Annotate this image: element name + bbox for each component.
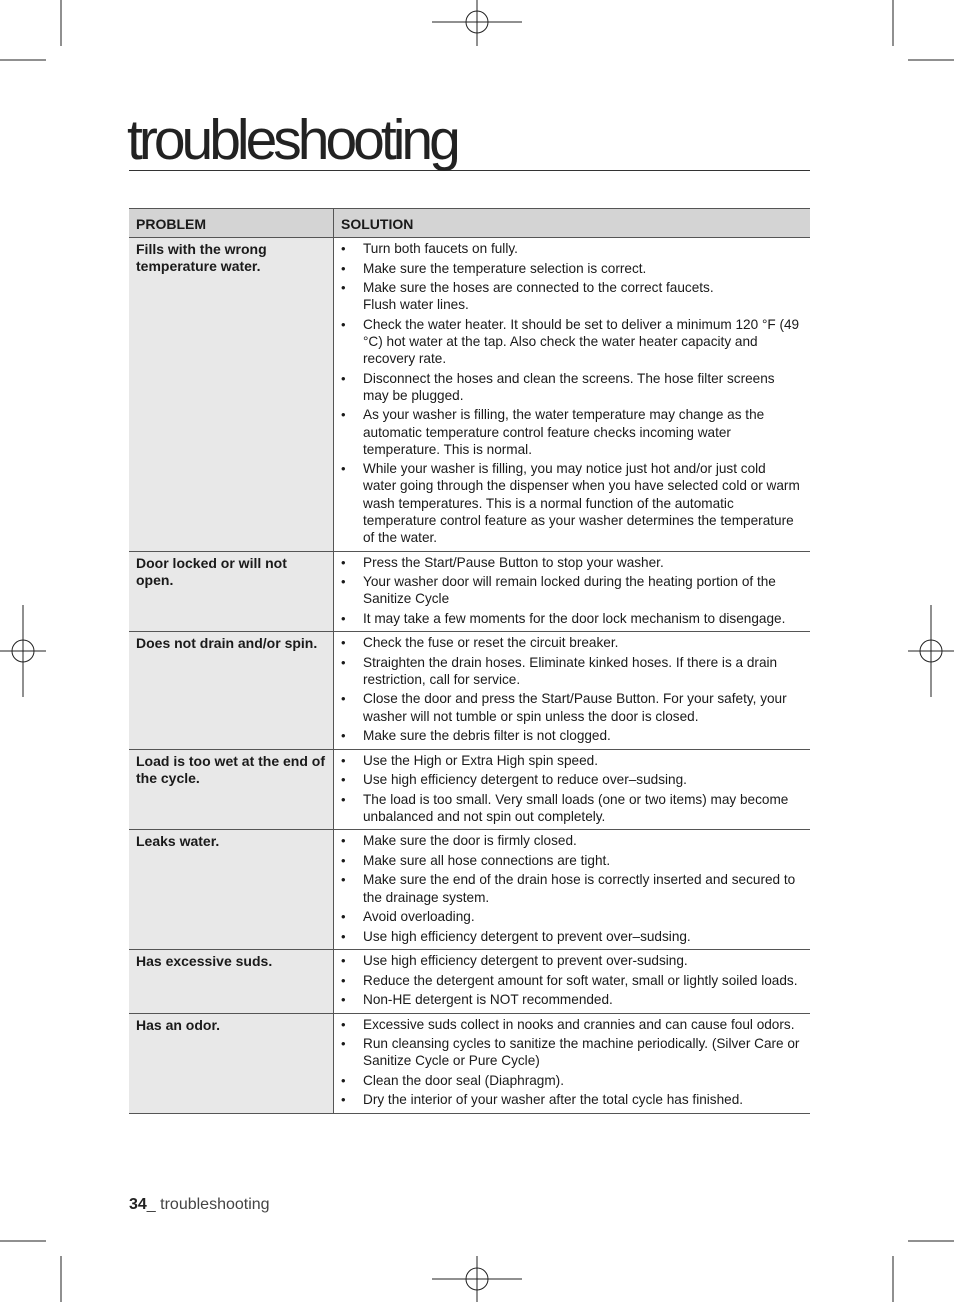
solution-cell — [334, 950, 811, 1014]
table-row — [129, 238, 810, 552]
problem-cell: Has an odor. — [129, 1013, 334, 1113]
solution-item: • Use high efficiency detergent to reduce over–sudsing. — [341, 771, 802, 788]
solution-list — [341, 1016, 802, 1109]
solution-list — [341, 952, 802, 1008]
problem-cell: Fills with the wrong temperature water. — [129, 238, 334, 552]
solution-item: • Disconnect the hoses and clean the screens. The hose filter screens may be plugged. — [341, 370, 802, 404]
solution-item: • Use high efficiency detergent to prevent over–sudsing. — [341, 928, 802, 945]
problem-cell: Does not drain and/or spin. — [129, 632, 334, 749]
solution-cell — [334, 632, 811, 749]
solution-item: • Dry the interior of your washer after the total cycle has finished. — [341, 1091, 802, 1108]
page-number: 34 — [129, 1196, 147, 1213]
registration-mark-bottom — [432, 1256, 522, 1302]
solution-item: • Clean the door seal (Diaphragm). — [341, 1072, 802, 1089]
solution-item: • Your washer door will remain locked during the heating portion of the Sanitize Cycle — [341, 573, 802, 607]
solution-cell — [334, 830, 811, 950]
page-footer — [129, 1196, 270, 1214]
solution-item: • Reduce the detergent amount for soft water, small or lightly soiled loads. — [341, 972, 802, 989]
solution-item: • Make sure the debris filter is not clogged. — [341, 727, 802, 744]
solution-item: • Avoid overloading. — [341, 908, 802, 925]
table-body — [129, 238, 810, 1114]
table-header-row — [129, 209, 810, 238]
problem-cell: Leaks water. — [129, 830, 334, 950]
table-row — [129, 1013, 810, 1113]
solution-item: • The load is too small. Very small loads (one or two items) may become unbalanced and not spin out completely. — [341, 791, 802, 825]
solution-list — [341, 832, 802, 944]
solution-item: • Make sure the end of the drain hose is correctly inserted and secured to the drainage system. — [341, 871, 802, 905]
solution-item: • Run cleansing cycles to sanitize the machine periodically. (Silver Care or Sanitize Cycle or Pure Cycle) — [341, 1035, 802, 1069]
solution-item: • Use high efficiency detergent to prevent over-sudsing. — [341, 952, 802, 969]
solution-cell — [334, 551, 811, 632]
problem-cell: Door locked or will not open. — [129, 551, 334, 632]
solution-list — [341, 752, 802, 825]
table-row — [129, 830, 810, 950]
page-title: troubleshooting — [127, 108, 457, 172]
footer-section-label: _ troubleshooting — [146, 1196, 270, 1213]
solution-item: • Close the door and press the Start/Pause Button. For your safety, your washer will not tumble or spin unless the door is closed. — [341, 690, 802, 724]
solution-list — [341, 554, 802, 627]
solution-list — [341, 634, 802, 744]
solution-column-header: SOLUTION — [334, 209, 811, 238]
problem-column-header: PROBLEM — [129, 209, 334, 238]
solution-item: • Check the water heater. It should be set to deliver a minimum 120 °F (49 °C) hot water at the tap. Also check the water heater capacity and recovery rate. — [341, 316, 802, 368]
registration-mark-top — [432, 0, 522, 46]
solution-item: • Make sure the temperature selection is correct. — [341, 260, 802, 277]
solution-item: • While your washer is filling, you may notice just hot and/or just cold water going through the dispenser when you have selected cold or warm wash temperatures. This is a normal function of the automatic temperature control feature as your washer determines the temperature of the water. — [341, 460, 802, 546]
table-row — [129, 749, 810, 830]
solution-item: • Make sure the door is firmly closed. — [341, 832, 802, 849]
table-row — [129, 551, 810, 632]
solution-item: • Use the High or Extra High spin speed. — [341, 752, 802, 769]
problem-cell: Load is too wet at the end of the cycle. — [129, 749, 334, 830]
solution-item: • Excessive suds collect in nooks and crannies and can cause foul odors. — [341, 1016, 802, 1033]
registration-mark-right — [908, 605, 954, 697]
registration-mark-left — [0, 605, 46, 697]
solution-item: • It may take a few moments for the door lock mechanism to disengage. — [341, 610, 802, 627]
solution-item: • Check the fuse or reset the circuit breaker. — [341, 634, 802, 651]
table-row — [129, 632, 810, 749]
page-header — [127, 108, 810, 172]
solution-cell — [334, 749, 811, 830]
troubleshooting-table — [129, 208, 810, 1114]
solution-item: • Non-HE detergent is NOT recommended. — [341, 991, 802, 1008]
solution-cell — [334, 1013, 811, 1113]
solution-item: • Turn both faucets on fully. — [341, 240, 802, 257]
table-row — [129, 950, 810, 1014]
solution-list — [341, 240, 802, 546]
solution-item: • Make sure all hose connections are tight. — [341, 852, 802, 869]
problem-cell: Has excessive suds. — [129, 950, 334, 1014]
solution-item: • Straighten the drain hoses. Eliminate kinked hoses. If there is a drain restriction, call for service. — [341, 654, 802, 688]
solution-item: • Press the Start/Pause Button to stop your washer. — [341, 554, 802, 571]
solution-cell — [334, 238, 811, 552]
solution-item: • As your washer is filling, the water temperature may change as the automatic temperature control feature checks incoming water temperature. This is normal. — [341, 406, 802, 458]
solution-item: • Make sure the hoses are connected to the correct faucets. Flush water lines. — [341, 279, 802, 313]
